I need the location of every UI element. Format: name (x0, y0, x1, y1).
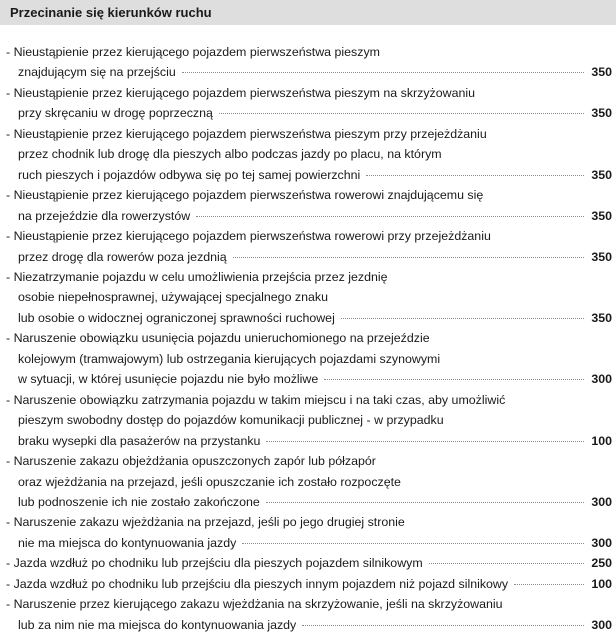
dot-leader (366, 175, 584, 176)
entry-text-line: - Naruszenie obowiązku usunięcia pojazdu unieruchomionego na przejeździe (6, 331, 430, 346)
fine-amount: 350 (591, 208, 612, 223)
fine-amount: 300 (591, 617, 612, 632)
fine-amount: 350 (591, 167, 612, 182)
dot-leader (196, 216, 584, 217)
entry-final-line (6, 431, 612, 451)
entry-final-line (6, 206, 612, 226)
entry-text-line: lub za nim nie ma miejsca do kontynuowania jazdy (18, 617, 297, 632)
entry-text-line: przez drogę dla rowerów poza jezdnią (18, 249, 227, 264)
entry-text-line: - Nieustąpienie przez kierującego pojazdem pierwszeństwa pieszym na skrzyżowaniu (6, 85, 475, 100)
dot-leader (341, 318, 584, 319)
fine-amount: 300 (591, 372, 612, 387)
entry-final-line (6, 615, 612, 635)
entry-text-line: przy skręcaniu w drogę poprzeczną (18, 106, 213, 121)
fine-entry (0, 42, 616, 83)
entry-text-line: kolejowym (tramwajowym) lub ostrzegania kierujących pojazdami szynowymi (18, 351, 441, 366)
entry-text-line: pieszym swobodny dostęp do pojazdów komunikacji publicznej - w przypadku (18, 413, 444, 428)
dot-leader (514, 584, 584, 585)
fine-entry (0, 553, 616, 573)
section-header (0, 0, 616, 25)
fine-entry (0, 328, 616, 389)
fine-entry (0, 574, 616, 594)
fine-amount: 100 (591, 433, 612, 448)
fine-list (0, 25, 616, 635)
fine-entry (0, 512, 616, 553)
fine-entry (0, 124, 616, 185)
entry-text-line: - Nieustąpienie przez kierującego pojazdem pierwszeństwa pieszym (6, 45, 380, 59)
fine-amount: 100 (591, 576, 612, 591)
entry-final-line (6, 62, 612, 82)
dot-leader (182, 72, 584, 73)
fine-amount: 350 (591, 106, 612, 121)
fine-entry (0, 451, 616, 512)
entry-final-line (6, 553, 612, 573)
entry-text-line: braku wysepki dla pasażerów na przystanku (18, 433, 261, 448)
entry-text-line: - Niezatrzymanie pojazdu w celu umożliwienia przejścia przez jezdnię (6, 269, 388, 284)
entry-text-line: - Nieustąpienie przez kierującego pojazdem pierwszeństwa rowerowi znajdującemu się (6, 188, 484, 203)
dot-leader (242, 543, 584, 544)
entry-text-line: - Nieustąpienie przez kierującego pojazdem pierwszeństwa pieszym przy przejeżdżaniu (6, 126, 487, 141)
dot-leader (219, 113, 584, 114)
entry-text-line: - Naruszenie zakazu wjeżdżania na przejazd, jeśli po jego drugiej stronie (6, 515, 405, 530)
fine-amount: 350 (591, 310, 612, 325)
fine-entry (0, 594, 616, 635)
dot-leader (429, 563, 584, 564)
entry-text-line: oraz wjeżdżania na przejazd, jeśli opuszczanie ich zostało rozpoczęte (18, 474, 401, 489)
entry-text-line: - Jazda wzdłuż po chodniku lub przejściu dla pieszych innym pojazdem niż pojazd silnikowy (6, 576, 509, 591)
fine-amount: 350 (591, 65, 612, 80)
fine-amount: 250 (591, 556, 612, 571)
entry-text-line: osobie niepełnosprawnej, używającej specjalnego znaku (18, 290, 328, 305)
fine-entry (0, 390, 616, 451)
entry-text-line: - Naruszenie obowiązku zatrzymania pojazdu w takim miejscu i na taki czas, aby umożliwić (6, 392, 506, 407)
entry-final-line (6, 103, 612, 123)
fine-amount: 300 (591, 494, 612, 509)
fine-entry (0, 83, 616, 124)
dot-leader (266, 502, 584, 503)
entry-final-line (6, 308, 612, 328)
entry-text-line: ruch pieszych i pojazdów odbywa się po tej samej powierzchni (18, 167, 361, 182)
entry-final-line (6, 574, 612, 594)
entry-final-line (6, 533, 612, 553)
entry-final-line (6, 165, 612, 185)
fine-entry (0, 267, 616, 328)
entry-text-line: - Naruszenie przez kierującego zakazu wjeżdżania na skrzyżowanie, jeśli na skrzyżowaniu (6, 597, 503, 612)
dot-leader (302, 625, 584, 626)
entry-final-line (6, 247, 612, 267)
dot-leader (324, 379, 584, 380)
entry-final-line (6, 492, 612, 512)
entry-final-line (6, 369, 612, 389)
fine-amount: 300 (591, 535, 612, 550)
fine-amount: 350 (591, 249, 612, 264)
entry-text-line: w sytuacji, w której usunięcie pojazdu nie było możliwe (18, 372, 319, 387)
entry-text-line: lub osobie o widocznej ograniczonej sprawności ruchowej (18, 310, 335, 325)
entry-text-line: na przejeździe dla rowerzystów (18, 208, 191, 223)
fine-entry (0, 226, 616, 267)
dot-leader (266, 441, 584, 442)
fine-entry (0, 185, 616, 226)
entry-text-line: - Nieustąpienie przez kierującego pojazdem pierwszeństwa rowerowi przy przejeżdżaniu (6, 229, 491, 244)
entry-text-line: przez chodnik lub drogę dla pieszych albo podczas jazdy po placu, na którym (18, 147, 442, 162)
entry-text-line: znajdującym się na przejściu (18, 65, 176, 80)
entry-text-line: - Naruszenie zakazu objeżdżania opuszczonych zapór lub półzapór (6, 454, 376, 469)
section-title: Przecinanie się kierunków ruchu (10, 5, 212, 20)
dot-leader (233, 257, 584, 258)
entry-text-line: - Jazda wzdłuż po chodniku lub przejściu dla pieszych pojazdem silnikowym (6, 556, 423, 571)
entry-text-line: lub podnoszenie ich nie zostało zakończone (18, 494, 260, 509)
entry-text-line: nie ma miejsca do kontynuowania jazdy (18, 535, 237, 550)
